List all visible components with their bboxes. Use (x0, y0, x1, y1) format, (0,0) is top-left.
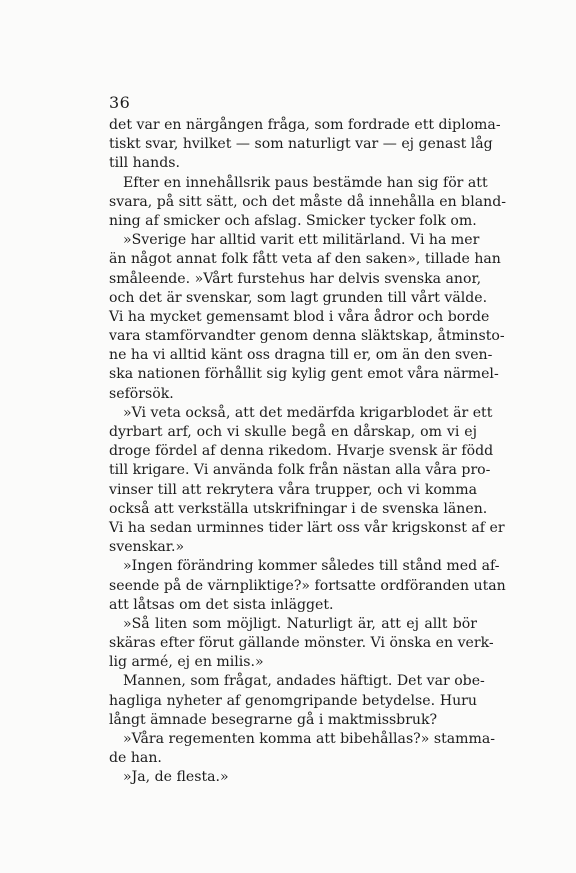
text-line: vara stamförvandter genom denna släktskap, åtminsto- (109, 328, 505, 345)
text-line: tiskt svar, hvilket — som naturligt var — ej genast låg (109, 136, 493, 153)
text-line: vinser till att rekrytera våra trupper, och vi komma (109, 481, 477, 498)
text-line: också att verkställa utskrifningar i de svenska länen. (109, 500, 488, 517)
page-number: 36 (109, 93, 131, 112)
text-line: Efter en innehållsrik paus bestämde han sig för att (123, 174, 488, 191)
text-line: svara, på sitt sätt, och det måste då innehålla en bland- (109, 193, 506, 210)
text-line: det var en närgången fråga, som fordrade ett diploma- (109, 117, 501, 133)
text-line: hagliga nyheter af genomgripande betydelse. Huru (109, 692, 477, 709)
text-line: lig armé, ej en milis.» (109, 654, 264, 671)
text-line: droge fördel af denna rikedom. Hvarje svensk är född (109, 443, 494, 460)
text-line: seförsök. (109, 385, 174, 402)
text-line: de han. (109, 750, 162, 767)
text-line: Mannen, som frågat, andades häftigt. Det var obe- (123, 673, 485, 690)
text-line: »Sverige har alltid varit ett militärland. Vi ha mer (123, 232, 480, 249)
text-line: och det är svenskar, som lagt grunden till vårt välde. (109, 289, 488, 306)
text-line: »Vi veta också, att det medärfda krigarblodet är ett (123, 404, 493, 421)
text-line: »Så liten som möjligt. Naturligt är, att ej allt bör (123, 615, 477, 632)
text-line: »Ingen förändring kommer således till stånd med af- (123, 558, 500, 575)
text-line: långt ämnade besegrarne gå i maktmissbruk? (109, 711, 438, 728)
text-line: ne ha vi alltid känt oss dragna till er, om än den sven- (109, 347, 493, 364)
text-line: att låtsas om det sista inlägget. (109, 596, 334, 613)
text-line: dyrbart arf, och vi skulle begå en dårskap, om vi ej (109, 424, 477, 440)
text-line: än något annat folk fått veta af den saken», tillade han (109, 251, 501, 268)
body-text (109, 116, 506, 788)
text-line: skäras efter förut gällande mönster. Vi önska en verk- (109, 635, 494, 652)
text-line: Vi ha sedan urminnes tider lärt oss vår krigskonst af er (109, 519, 505, 536)
text-line: till krigare. Vi använda folk från nästan alla våra pro- (109, 462, 491, 479)
text-line: ska nationen förhållit sig kylig gent emot våra närmel- (109, 366, 499, 383)
text-line: till hands. (109, 155, 180, 172)
text-line: svenskar.» (109, 539, 185, 556)
text-line: »Ja, de flesta.» (123, 769, 229, 786)
text-line: småleende. »Vårt furstehus har delvis svenska anor, (109, 270, 482, 287)
text-line: seende på de värnpliktige?» fortsatte ordföranden utan (109, 577, 506, 594)
text-line: ning af smicker och afslag. Smicker tycker folk om. (109, 212, 477, 229)
text-line: »Våra regementen komma att bibehållas?» stamma- (123, 731, 496, 747)
text-line: Vi ha mycket gemensamt blod i våra ådror och borde (109, 308, 490, 325)
